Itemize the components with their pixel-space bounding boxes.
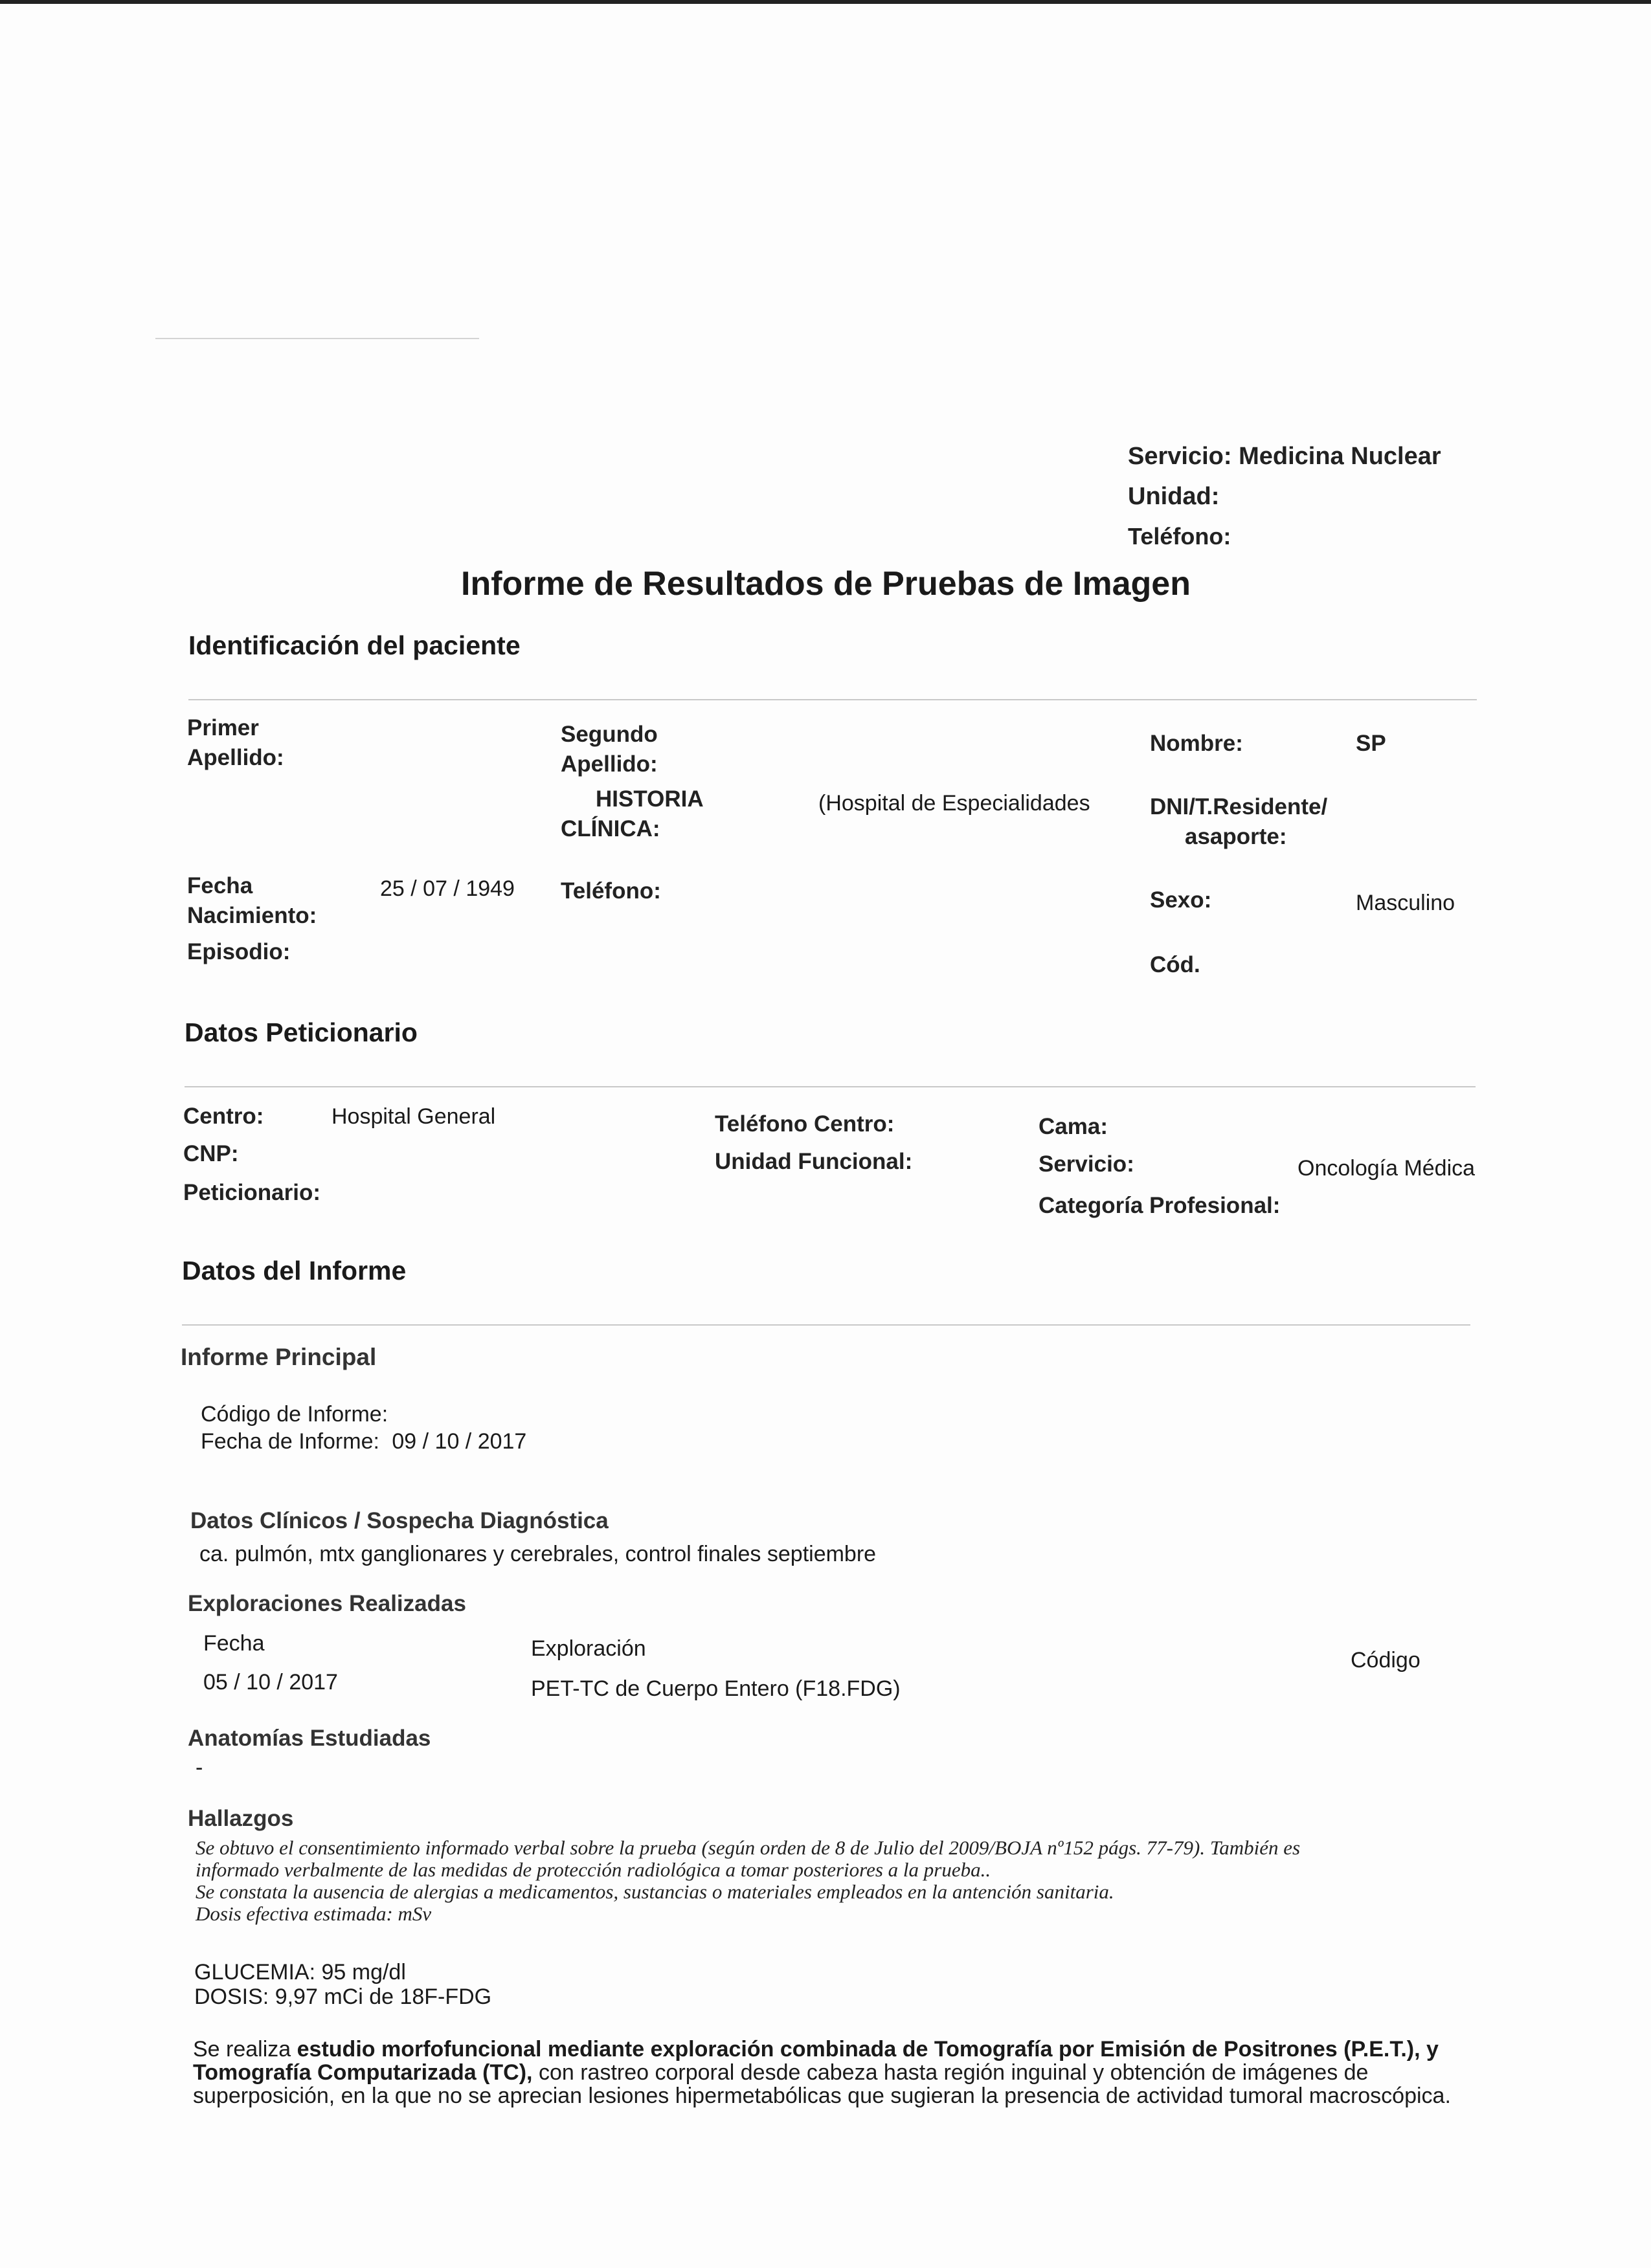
conclusion-intro: Se realiza	[193, 2037, 297, 2062]
hallazgos-line: Dosis efectiva estimada: mSv	[196, 1902, 432, 1925]
primer-apellido-label-line2: Apellido:	[187, 745, 284, 770]
scan-top-edge	[0, 0, 1651, 4]
exploracion-row-nombre: PET-TC de Cuerpo Entero (F18.FDG)	[531, 1676, 901, 1701]
fecha-informe-value: 09 / 10 / 2017	[392, 1429, 527, 1454]
conclusion-rest: con rastreo corporal desde cabeza hasta región inguinal y obtención de imágenes de superposición, en la que no se aprecian lesiones hipermetabólicas que sugieran la presencia de actividad tumoral macroscópica.	[193, 2060, 1451, 2108]
fecha-informe-row	[201, 1429, 526, 1454]
sexo-value: Masculino	[1356, 891, 1455, 915]
datos-clinicos-text: ca. pulmón, mtx ganglionares y cerebrales, control finales septiembre	[199, 1542, 877, 1566]
divider-peticionario	[185, 1086, 1476, 1087]
scan-artifact-line	[155, 338, 479, 339]
dosis-line: DOSIS: 9,97 mCi de 18F-FDG	[194, 1984, 492, 2009]
cama-label: Cama:	[1039, 1114, 1108, 1139]
dni-label	[1150, 792, 1327, 852]
codigo-informe-label: Código de Informe:	[201, 1402, 388, 1427]
dni-label-line1: DNI/T.Residente/	[1150, 794, 1328, 819]
hallazgos-italic-block	[196, 1837, 1300, 1925]
anatomias-title: Anatomías Estudiadas	[188, 1726, 431, 1751]
categoria-profesional-label: Categoría Profesional:	[1039, 1193, 1281, 1218]
fecha-nacimiento-label	[187, 871, 317, 931]
col-codigo-header: Código	[1351, 1648, 1421, 1673]
hallazgos-line: Se constata la ausencia de alergias a medicamentos, sustancias o materiales empleados en la antención sanitaria.	[196, 1880, 1114, 1903]
anatomias-value: -	[196, 1755, 203, 1780]
segundo-apellido-label-line1: Segundo	[561, 722, 658, 747]
fecha-nacimiento-value: 25 / 07 / 1949	[380, 876, 515, 901]
col-fecha-header: Fecha	[203, 1631, 265, 1656]
episodio-label: Episodio:	[187, 939, 291, 964]
hallazgos-line: informado verbalmente de las medidas de protección radiológica a tomar posteriores a la prueba..	[196, 1858, 991, 1881]
exploracion-row-fecha: 05 / 10 / 2017	[203, 1670, 338, 1695]
historia-clinica-label	[561, 784, 704, 844]
cnp-label: CNP:	[183, 1141, 239, 1166]
cod-label: Cód.	[1150, 952, 1200, 977]
telefono-header-label: Teléfono:	[1128, 523, 1231, 550]
centro-label: Centro:	[183, 1104, 264, 1129]
segundo-apellido-label	[561, 720, 658, 779]
primer-apellido-label	[187, 713, 284, 773]
divider-paciente	[188, 699, 1477, 700]
primer-apellido-label-line1: Primer	[187, 715, 259, 740]
nombre-label: Nombre:	[1150, 731, 1243, 756]
dni-label-line2: asaporte:	[1185, 824, 1287, 849]
unidad-header-label: Unidad:	[1128, 483, 1220, 510]
section-title-paciente: Identificación del paciente	[188, 630, 521, 660]
segundo-apellido-label-line2: Apellido:	[561, 751, 658, 777]
fecha-nacimiento-label-line2: Nacimiento:	[187, 903, 317, 928]
sexo-label: Sexo:	[1150, 887, 1212, 913]
conclusion-paragraph	[193, 2038, 1481, 2107]
centro-value: Hospital General	[331, 1104, 496, 1129]
col-exploracion-header: Exploración	[531, 1636, 646, 1661]
hallazgos-line: Se obtuvo el consentimiento informado verbal sobre la prueba (según orden de 8 de Julio del 2009/BOJA nº152 págs. 77-79). También es	[196, 1836, 1301, 1859]
historia-clinica-label-line2: CLÍNICA:	[561, 816, 660, 841]
servicio-peticionario-label: Servicio:	[1039, 1151, 1134, 1177]
fecha-informe-label: Fecha de Informe:	[201, 1429, 379, 1454]
historia-clinica-value: (Hospital de Especialidades	[818, 791, 1090, 816]
datos-clinicos-title: Datos Clínicos / Sospecha Diagnóstica	[190, 1508, 609, 1533]
section-title-informe: Datos del Informe	[182, 1256, 407, 1285]
unidad-funcional-label: Unidad Funcional:	[715, 1149, 913, 1174]
informe-principal-title: Informe Principal	[181, 1344, 377, 1370]
servicio-peticionario-value: Oncología Médica	[1297, 1156, 1476, 1181]
conclusion-bold: estudio morfofuncional mediante exploración combinada de Tomografía por Emisión de Positrones (P.E.T.), y Tomografía Computarizada (TC),	[193, 2037, 1439, 2085]
exploraciones-title: Exploraciones Realizadas	[188, 1591, 466, 1616]
hallazgos-title: Hallazgos	[188, 1806, 294, 1831]
servicio-header-label: Servicio:	[1128, 443, 1232, 470]
glucemia-line: GLUCEMIA: 95 mg/dl	[194, 1960, 406, 1984]
page-title: Informe de Resultados de Pruebas de Imagen	[461, 565, 1191, 603]
section-title-peticionario: Datos Peticionario	[185, 1017, 418, 1047]
peticionario-label: Peticionario:	[183, 1180, 320, 1205]
nombre-value: SP	[1356, 731, 1386, 756]
servicio-header	[1128, 441, 1441, 471]
historia-clinica-label-line1: HISTORIA	[596, 786, 704, 812]
telefono-centro-label: Teléfono Centro:	[715, 1111, 895, 1137]
servicio-header-value: Medicina Nuclear	[1239, 443, 1441, 470]
fecha-nacimiento-label-line1: Fecha	[187, 873, 253, 898]
divider-informe	[182, 1324, 1470, 1326]
telefono-paciente-label: Teléfono:	[561, 878, 661, 904]
